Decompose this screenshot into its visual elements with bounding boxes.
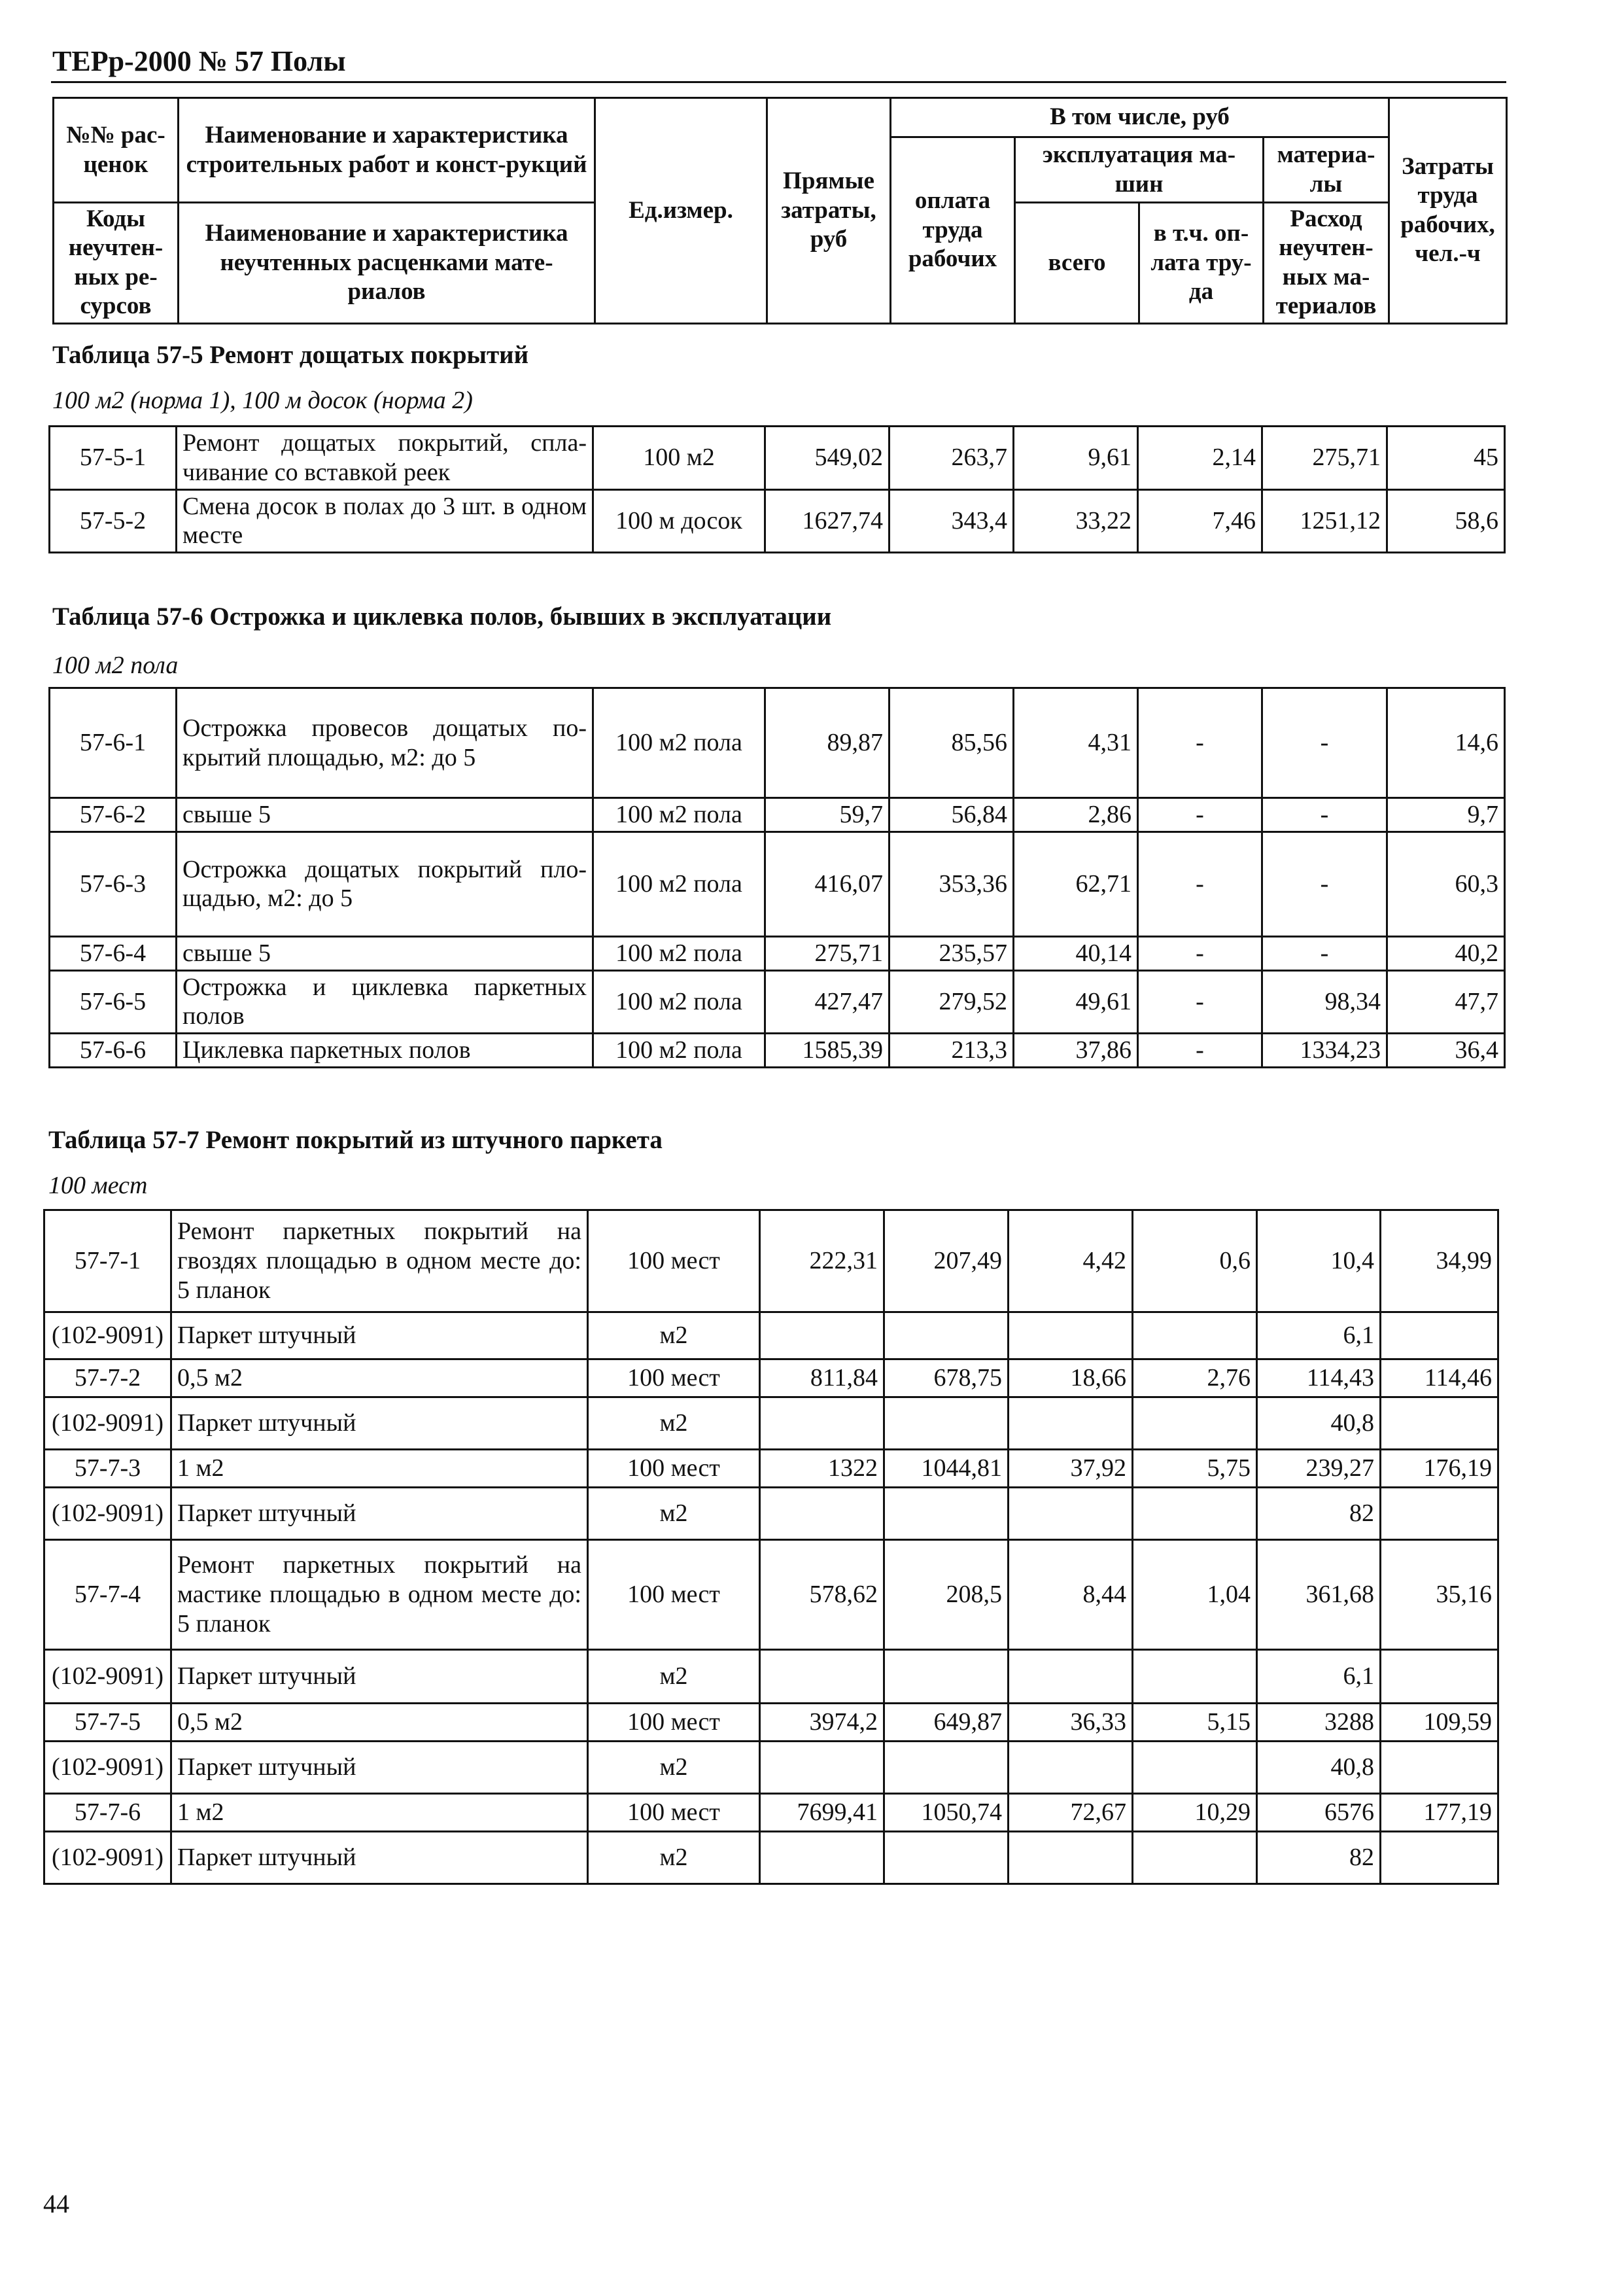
- wages: 208,5: [884, 1540, 1009, 1650]
- header-machines: эксплуатация ма-шин: [1015, 137, 1264, 203]
- header-materials: материа-лы: [1264, 137, 1389, 203]
- measure-unit: м2: [588, 1832, 760, 1884]
- header-code-top: №№ рас-ценок: [54, 98, 179, 203]
- direct-costs: 3974,2: [760, 1704, 884, 1742]
- rate-code: (102-9091): [44, 1312, 171, 1359]
- rate-code: 57-6-6: [50, 1034, 177, 1068]
- table-row: [50, 1034, 1505, 1068]
- measure-unit: м2: [588, 1397, 760, 1450]
- measure-unit: 100 м2 пола: [593, 1034, 765, 1068]
- table-row: [44, 1650, 1498, 1704]
- work-name: Паркет штучный: [171, 1488, 588, 1540]
- table-row: [50, 798, 1505, 832]
- direct-costs: [760, 1488, 884, 1540]
- table-57-5-unit: 100 м2 (норма 1), 100 м досок (норма 2): [52, 387, 473, 414]
- wages: 1044,81: [884, 1450, 1009, 1488]
- table-57-7: [43, 1209, 1499, 1885]
- table-row: [44, 1540, 1498, 1650]
- materials: 1251,12: [1262, 489, 1387, 553]
- materials: 6,1: [1257, 1312, 1381, 1359]
- labor-costs: 40,2: [1387, 936, 1505, 970]
- machines-total: 37,92: [1009, 1450, 1133, 1488]
- rate-code: (102-9091): [44, 1832, 171, 1884]
- materials: 40,8: [1257, 1742, 1381, 1794]
- table-57-6: [48, 687, 1506, 1068]
- direct-costs: 89,87: [765, 688, 890, 798]
- labor-costs: 60,3: [1387, 832, 1505, 936]
- machines-wages: -: [1138, 832, 1262, 936]
- rate-code: 57-5-1: [50, 427, 177, 490]
- machines-total: 18,66: [1009, 1359, 1133, 1397]
- direct-costs: 1585,39: [765, 1034, 890, 1068]
- direct-costs: [760, 1312, 884, 1359]
- rate-code: 57-6-3: [50, 832, 177, 936]
- rate-code: 57-5-2: [50, 489, 177, 553]
- machines-wages: -: [1138, 688, 1262, 798]
- machines-total: [1009, 1397, 1133, 1450]
- direct-costs: 59,7: [765, 798, 890, 832]
- machines-wages: 7,46: [1138, 489, 1262, 553]
- measure-unit: 100 м2 пола: [593, 970, 765, 1034]
- machines-total: 2,86: [1014, 798, 1138, 832]
- table-57-7-unit: 100 мест: [48, 1172, 148, 1199]
- machines-total: [1009, 1488, 1133, 1540]
- table-57-7-caption: Таблица 57-7 Ремонт покрытий из штучного паркета: [48, 1126, 663, 1154]
- work-name: Смена досок в полах до 3 шт. в одном месте: [177, 489, 593, 553]
- table-row: [50, 936, 1505, 970]
- labor-costs: 177,19: [1381, 1794, 1498, 1832]
- header-unit: Ед.измер.: [595, 98, 767, 324]
- table-57-6-unit: 100 м2 пола: [52, 652, 179, 679]
- labor-costs: [1381, 1832, 1498, 1884]
- measure-unit: м2: [588, 1312, 760, 1359]
- rate-code: (102-9091): [44, 1650, 171, 1704]
- header-name-bottom: Наименование и характеристика неучтенных расценками мате-риалов: [179, 203, 595, 324]
- machines-total: 40,14: [1014, 936, 1138, 970]
- work-name: Острожка дощатых покрытий пло-щадью, м2: до 5: [177, 832, 593, 936]
- measure-unit: 100 м2 пола: [593, 936, 765, 970]
- work-name: свыше 5: [177, 936, 593, 970]
- table-row: [44, 1210, 1498, 1312]
- wages: [884, 1312, 1009, 1359]
- direct-costs: 427,47: [765, 970, 890, 1034]
- table-row: [44, 1832, 1498, 1884]
- machines-wages: 0,6: [1133, 1210, 1257, 1312]
- materials: 6576: [1257, 1794, 1381, 1832]
- rate-code: 57-7-2: [44, 1359, 171, 1397]
- labor-costs: [1381, 1488, 1498, 1540]
- work-name: 0,5 м2: [171, 1359, 588, 1397]
- direct-costs: 578,62: [760, 1540, 884, 1650]
- wages: 207,49: [884, 1210, 1009, 1312]
- machines-wages: -: [1138, 1034, 1262, 1068]
- materials: -: [1262, 688, 1387, 798]
- direct-costs: [760, 1650, 884, 1704]
- wages: 678,75: [884, 1359, 1009, 1397]
- wages: [884, 1650, 1009, 1704]
- measure-unit: м2: [588, 1650, 760, 1704]
- table-row: [50, 688, 1505, 798]
- work-name: Ремонт паркетных покрытий на гвоздях площадью в одном месте до: 5 планок: [171, 1210, 588, 1312]
- work-name: Паркет штучный: [171, 1312, 588, 1359]
- machines-total: [1009, 1312, 1133, 1359]
- machines-wages: [1133, 1832, 1257, 1884]
- labor-costs: [1381, 1650, 1498, 1704]
- machines-wages: 1,04: [1133, 1540, 1257, 1650]
- direct-costs: [760, 1832, 884, 1884]
- measure-unit: 100 м2: [593, 427, 765, 490]
- measure-unit: 100 мест: [588, 1450, 760, 1488]
- header-name-top: Наименование и характеристика строительных работ и конст-рукций: [179, 98, 595, 203]
- machines-wages: 5,15: [1133, 1704, 1257, 1742]
- machines-wages: [1133, 1312, 1257, 1359]
- materials: 3288: [1257, 1704, 1381, 1742]
- rate-code: 57-7-5: [44, 1704, 171, 1742]
- direct-costs: 1627,74: [765, 489, 890, 553]
- machines-wages: [1133, 1488, 1257, 1540]
- materials: -: [1262, 798, 1387, 832]
- direct-costs: 416,07: [765, 832, 890, 936]
- machines-wages: 2,76: [1133, 1359, 1257, 1397]
- direct-costs: 222,31: [760, 1210, 884, 1312]
- materials: 361,68: [1257, 1540, 1381, 1650]
- rate-code: 57-6-4: [50, 936, 177, 970]
- measure-unit: 100 м2 пола: [593, 688, 765, 798]
- materials: 1334,23: [1262, 1034, 1387, 1068]
- machines-wages: -: [1138, 936, 1262, 970]
- rate-code: 57-7-6: [44, 1794, 171, 1832]
- direct-costs: 1322: [760, 1450, 884, 1488]
- machines-total: [1009, 1650, 1133, 1704]
- table-row: [44, 1397, 1498, 1450]
- labor-costs: [1381, 1742, 1498, 1794]
- materials: -: [1262, 936, 1387, 970]
- header-direct-costs: Прямые затраты, руб: [767, 98, 891, 324]
- measure-unit: м2: [588, 1488, 760, 1540]
- wages: 279,52: [890, 970, 1014, 1034]
- machines-wages: [1133, 1742, 1257, 1794]
- machines-total: 37,86: [1014, 1034, 1138, 1068]
- machines-wages: -: [1138, 798, 1262, 832]
- rate-code: 57-6-5: [50, 970, 177, 1034]
- rate-code: 57-7-1: [44, 1210, 171, 1312]
- table-row: [50, 832, 1505, 936]
- work-name: 1 м2: [171, 1450, 588, 1488]
- rate-code: 57-6-1: [50, 688, 177, 798]
- header-including: В том числе, руб: [891, 98, 1389, 137]
- direct-costs: 811,84: [760, 1359, 884, 1397]
- labor-costs: 58,6: [1387, 489, 1505, 553]
- work-name: Паркет штучный: [171, 1650, 588, 1704]
- work-name: Острожка и циклевка паркетных полов: [177, 970, 593, 1034]
- header-machines-wages: в т.ч. оп-лата тру-да: [1139, 203, 1264, 324]
- materials: 6,1: [1257, 1650, 1381, 1704]
- direct-costs: 275,71: [765, 936, 890, 970]
- direct-costs: [760, 1742, 884, 1794]
- materials: 10,4: [1257, 1210, 1381, 1312]
- labor-costs: 36,4: [1387, 1034, 1505, 1068]
- work-name: Паркет штучный: [171, 1397, 588, 1450]
- wages: 85,56: [890, 688, 1014, 798]
- labor-costs: 14,6: [1387, 688, 1505, 798]
- measure-unit: 100 мест: [588, 1359, 760, 1397]
- wages: 213,3: [890, 1034, 1014, 1068]
- table-row: [44, 1450, 1498, 1488]
- materials: -: [1262, 832, 1387, 936]
- column-header-table: [52, 97, 1508, 324]
- wages: 235,57: [890, 936, 1014, 970]
- labor-costs: 34,99: [1381, 1210, 1498, 1312]
- rate-code: (102-9091): [44, 1488, 171, 1540]
- table-row: [44, 1704, 1498, 1742]
- header-machines-total: всего: [1015, 203, 1139, 324]
- wages: 263,7: [890, 427, 1014, 490]
- table-57-5: [48, 425, 1506, 553]
- table-row: [44, 1488, 1498, 1540]
- machines-total: 62,71: [1014, 832, 1138, 936]
- work-name: 0,5 м2: [171, 1704, 588, 1742]
- rate-code: 57-7-3: [44, 1450, 171, 1488]
- machines-total: 72,67: [1009, 1794, 1133, 1832]
- direct-costs: [760, 1397, 884, 1450]
- labor-costs: 45: [1387, 427, 1505, 490]
- rate-code: 57-6-2: [50, 798, 177, 832]
- materials: 40,8: [1257, 1397, 1381, 1450]
- labor-costs: 176,19: [1381, 1450, 1498, 1488]
- work-name: Острожка провесов дощатых по-крытий площадью, м2: до 5: [177, 688, 593, 798]
- machines-total: 4,31: [1014, 688, 1138, 798]
- machines-wages: -: [1138, 970, 1262, 1034]
- wages: 343,4: [890, 489, 1014, 553]
- labor-costs: 9,7: [1387, 798, 1505, 832]
- wages: [884, 1397, 1009, 1450]
- labor-costs: [1381, 1397, 1498, 1450]
- materials: 82: [1257, 1488, 1381, 1540]
- measure-unit: 100 мест: [588, 1704, 760, 1742]
- machines-total: 4,42: [1009, 1210, 1133, 1312]
- table-57-6-caption: Таблица 57-6 Острожка и циклевка полов, бывших в эксплуатации: [52, 603, 832, 631]
- page-header: [51, 42, 1506, 83]
- machines-total: 36,33: [1009, 1704, 1133, 1742]
- direct-costs: 549,02: [765, 427, 890, 490]
- measure-unit: 100 м2 пола: [593, 798, 765, 832]
- wages: 353,36: [890, 832, 1014, 936]
- table-row: [44, 1794, 1498, 1832]
- work-name: Ремонт дощатых покрытий, спла-чивание со вставкой реек: [177, 427, 593, 490]
- work-name: Ремонт паркетных покрытий на мастике площадью в одном месте до: 5 планок: [171, 1540, 588, 1650]
- table-row: [50, 970, 1505, 1034]
- materials: 239,27: [1257, 1450, 1381, 1488]
- measure-unit: 100 м досок: [593, 489, 765, 553]
- header-code-bottom: Коды неучтен-ных ре-сурсов: [54, 203, 179, 324]
- page-header-title: ТЕРр-2000 № 57 Полы: [52, 45, 346, 77]
- header-labor: Затраты труда рабочих, чел.-ч: [1389, 98, 1507, 324]
- machines-total: 9,61: [1014, 427, 1138, 490]
- work-name: 1 м2: [171, 1794, 588, 1832]
- labor-costs: 114,46: [1381, 1359, 1498, 1397]
- machines-wages: [1133, 1650, 1257, 1704]
- measure-unit: м2: [588, 1742, 760, 1794]
- machines-total: [1009, 1742, 1133, 1794]
- rate-code: (102-9091): [44, 1397, 171, 1450]
- rate-code: 57-7-4: [44, 1540, 171, 1650]
- table-row: [50, 489, 1505, 553]
- work-name: Циклевка паркетных полов: [177, 1034, 593, 1068]
- machines-total: 33,22: [1014, 489, 1138, 553]
- table-row: [44, 1312, 1498, 1359]
- page-number: 44: [43, 2189, 69, 2218]
- machines-total: 8,44: [1009, 1540, 1133, 1650]
- table-row: [50, 427, 1505, 490]
- labor-costs: 47,7: [1387, 970, 1505, 1034]
- materials: 275,71: [1262, 427, 1387, 490]
- direct-costs: 7699,41: [760, 1794, 884, 1832]
- wages: 1050,74: [884, 1794, 1009, 1832]
- machines-total: [1009, 1832, 1133, 1884]
- table-row: [44, 1359, 1498, 1397]
- work-name: Паркет штучный: [171, 1742, 588, 1794]
- materials: 82: [1257, 1832, 1381, 1884]
- wages: [884, 1742, 1009, 1794]
- measure-unit: 100 м2 пола: [593, 832, 765, 936]
- labor-costs: 35,16: [1381, 1540, 1498, 1650]
- work-name: свыше 5: [177, 798, 593, 832]
- measure-unit: 100 мест: [588, 1540, 760, 1650]
- table-row: [44, 1742, 1498, 1794]
- table-57-5-caption: Таблица 57-5 Ремонт дощатых покрытий: [52, 341, 529, 369]
- wages: [884, 1832, 1009, 1884]
- machines-total: 49,61: [1014, 970, 1138, 1034]
- rate-code: (102-9091): [44, 1742, 171, 1794]
- wages: 649,87: [884, 1704, 1009, 1742]
- work-name: Паркет штучный: [171, 1832, 588, 1884]
- wages: 56,84: [890, 798, 1014, 832]
- labor-costs: [1381, 1312, 1498, 1359]
- machines-wages: 2,14: [1138, 427, 1262, 490]
- machines-wages: [1133, 1397, 1257, 1450]
- machines-wages: 5,75: [1133, 1450, 1257, 1488]
- measure-unit: 100 мест: [588, 1210, 760, 1312]
- measure-unit: 100 мест: [588, 1794, 760, 1832]
- header-materials-sub: Расход неучтен-ных ма-териалов: [1264, 203, 1389, 324]
- materials: 114,43: [1257, 1359, 1381, 1397]
- labor-costs: 109,59: [1381, 1704, 1498, 1742]
- materials: 98,34: [1262, 970, 1387, 1034]
- wages: [884, 1488, 1009, 1540]
- machines-wages: 10,29: [1133, 1794, 1257, 1832]
- header-wages: оплата труда рабочих: [891, 137, 1015, 324]
